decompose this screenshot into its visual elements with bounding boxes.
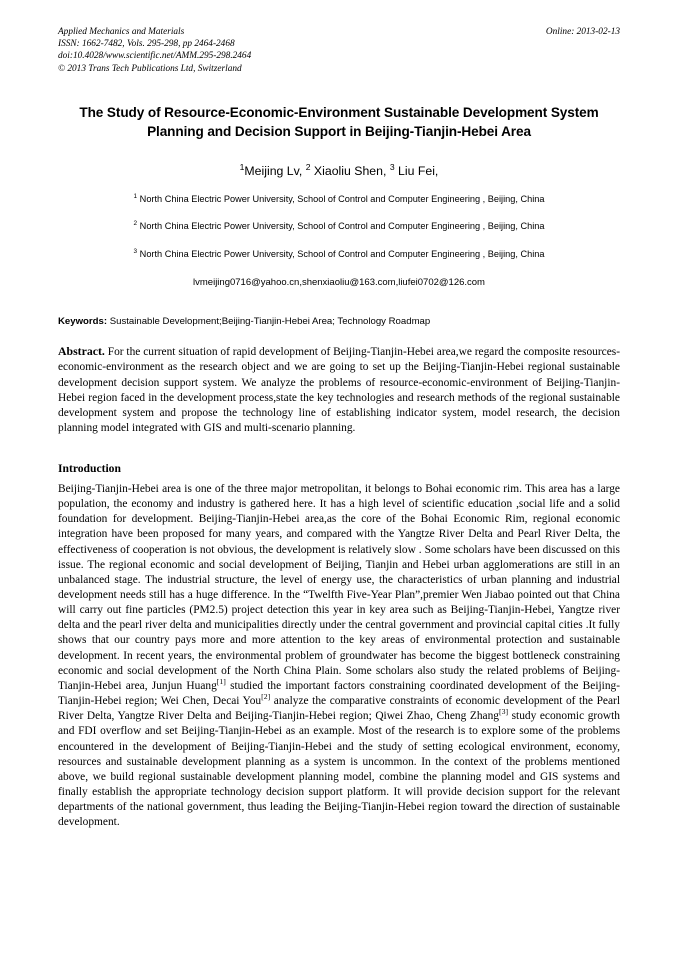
keywords-line [58, 315, 620, 329]
author-3-name: Liu Fei, [394, 163, 439, 178]
journal-name: Applied Mechanics and Materials [58, 27, 185, 37]
affiliation-3-sup: 3 [133, 247, 138, 255]
affiliation-2 [58, 219, 620, 234]
affiliation-3-text: North China Electric Power University, School of Control and Computer Engineering , Beijing, China [137, 248, 545, 259]
author-2-sup: 2 [305, 161, 311, 172]
page-title: The Study of Resource-Economic-Environment Sustainable Development System Planning and Decision Support in Beijing-Tianjin-Hebei Area [79, 104, 599, 139]
author-1-name: Meijing Lv, [244, 163, 306, 178]
abstract-label: Abstract. [58, 344, 105, 359]
affiliation-1-sup: 1 [133, 192, 138, 200]
keywords-label: Keywords: [58, 316, 108, 328]
author-emails: lvmeijing0716@yahoo.cn,shenxiaoliu@163.com,liufei0702@126.com [193, 277, 485, 289]
page-header [58, 26, 620, 75]
abstract-section [58, 344, 620, 436]
keywords-value: Sustainable Development;Beijing-Tianjin-Hebei Area; Technology Roadmap [107, 316, 431, 328]
affiliation-1-text: North China Electric Power University, School of Control and Computer Engineering , Beijing, China [137, 193, 545, 204]
citation-3: [3] [498, 707, 509, 717]
author-1-sup: 1 [239, 161, 245, 172]
introduction-heading: Introduction [58, 461, 121, 475]
copyright-line: © 2013 Trans Tech Publications Ltd, Switzerland [58, 63, 242, 74]
author-3-sup: 3 [389, 161, 395, 172]
introduction-body [58, 482, 620, 831]
citation-1: [1] [216, 677, 226, 687]
intro-part-1: Beijing-Tianjin-Hebei area is one of the three major metropolitan, it belongs to Bohai economic rim. This area has a large population, the economy and industry is gathered here. It has a high level of scientific education ,social life and a solid foundation for development. Beijing-Tianjin-Hebei area,as the core of the Bohai Economic Rim, regional economic integration have been proposed for many years, and compared with the Yangtze River Delta and Pearl River Delta, the effectiveness of cooperation is not obvious, the development is relatively slow . Some scholars have been discussed on this issue. The regional economic and social development of Beijing, Tianjin and Hebei urban agglomerations are still in an unbalanced stage. The industrial structure, the level of energy use, the characteristics of urban planning and industrial development needs still has a huge difference. In the “Twelfth Five-Year Plan”,premier Wen Jiabao pointed out that China will carry out fine particles (PM2.5) project detection this year in key area such as Beijing-Tianjin-Hebei, Yangtze river delta and the pearl river delta and municipalities directly under the central government and provincial capital cities .It fully shows that our country pays more and more attention to the key areas of environmental protection and sustainable development. In recent years, the environmental problem of groundwater has become the biggest bottleneck constraining economic and social development of the North China Plain. Some scholars also study the related problems of Beijing-Tianjin-Hebei area, Junjun Huang [58, 482, 620, 692]
citation-2: [2] [261, 692, 271, 702]
affiliation-3 [58, 247, 620, 262]
intro-part-4: study economic growth and FDI overflow and set Beijing-Tianjin-Hebei as an example. Most of the research is to explore some of the problems encountered in the development of Beijing-Tianjin-Hebei and the study of setting ecological environment, economy, resources and sustainable development planning as a system is uncommon. In the context of the problems mentioned above, we build regional sustainable development planning model, combine the planning model and GIS systems and finally establish the appropriate technology decision support platform. It will provide decision support for the relevant departments of the national government, thus leading the Beijing-Tianjin-Hebei region toward the direction of sustainable development. [58, 710, 620, 829]
journal-info [58, 26, 251, 75]
author-2-name: Xiaoliu Shen, [310, 163, 390, 178]
author-list [58, 163, 620, 179]
intro-part-3: analyze the comparative constraints of economic development of the Pearl River Delta, Yangtze River Delta and Beijing-Tianjin-Hebei region; Qiwei Zhao, Cheng Zhang [58, 695, 620, 723]
doi-line: doi:10.4028/www.scientific.net/AMM.295-298.2464 [58, 51, 252, 62]
intro-part-2: studied the important factors constraining coordinated development of the Beijing-Tianjin-Hebei region; Wei Chen, Decai You [58, 679, 621, 708]
affiliation-2-sup: 2 [133, 220, 138, 228]
online-date-text: Online: 2013-02-13 [545, 27, 620, 37]
abstract-text: For the current situation of rapid development of Beijing-Tianjin-Hebei area,we regard the composite resources-economic-environment as the research object and we are going to set up the Beijing-Tianjin-Hebei regional sustainable development decision support system. We analyze the problems of resource-economic-environment of Beijing-Tianjin-Hebei region faced in the development process,state the key technologies and research methods of the regional sustainable development system and propose the technology line of establishing indicator system, model research, the decision planning model integrated with GIS and multi-scenario planning. [58, 346, 620, 434]
affiliation-2-text: North China Electric Power University, School of Control and Computer Engineering , Beijing, China [137, 221, 545, 232]
affiliation-1 [58, 192, 620, 207]
issn-line: ISSN: 1662-7482, Vols. 295-298, pp 2464-2468 [58, 39, 235, 50]
online-date [546, 26, 620, 38]
